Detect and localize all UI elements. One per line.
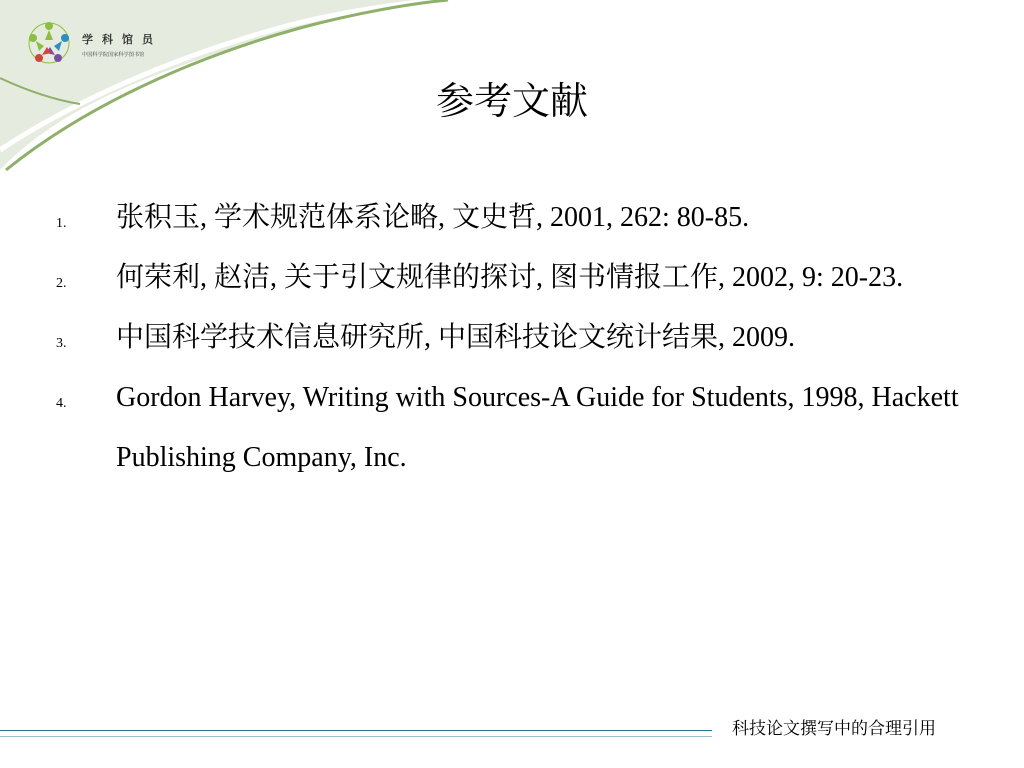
reference-item — [56, 188, 986, 248]
reference-number: 2. — [56, 276, 67, 291]
logo-subtitle: 中国科学院国家科学图书馆 — [82, 52, 145, 58]
reference-text: 中国科学技术信息研究所, 中国科技论文统计结果, 2009. — [116, 322, 796, 353]
logo-title: 学科馆员 — [82, 33, 162, 46]
reference-number: 3. — [56, 336, 67, 351]
reference-item — [56, 368, 986, 488]
reference-item — [56, 308, 986, 368]
footer-rule — [0, 730, 712, 731]
reference-text: Gordon Harvey, Writing with Sources-A Guide for Students, 1998, Hackett Publishing Company, Inc. — [116, 382, 959, 473]
slide-title: 参考文献 — [435, 79, 588, 123]
footer-rule-light — [0, 736, 712, 737]
reference-number: 4. — [56, 396, 67, 411]
people-circle-logo-icon — [26, 20, 72, 66]
library-logo — [26, 20, 176, 68]
footer-caption: 科技论文撰写中的合理引用 — [732, 719, 936, 739]
reference-list — [56, 188, 986, 488]
reference-text: 张积玉, 学术规范体系论略, 文史哲, 2001, 262: 80-85. — [116, 202, 750, 233]
reference-number: 1. — [56, 216, 67, 231]
reference-item — [56, 248, 986, 308]
reference-text: 何荣利, 赵洁, 关于引文规律的探讨, 图书情报工作, 2002, 9: 20-23. — [116, 262, 904, 293]
